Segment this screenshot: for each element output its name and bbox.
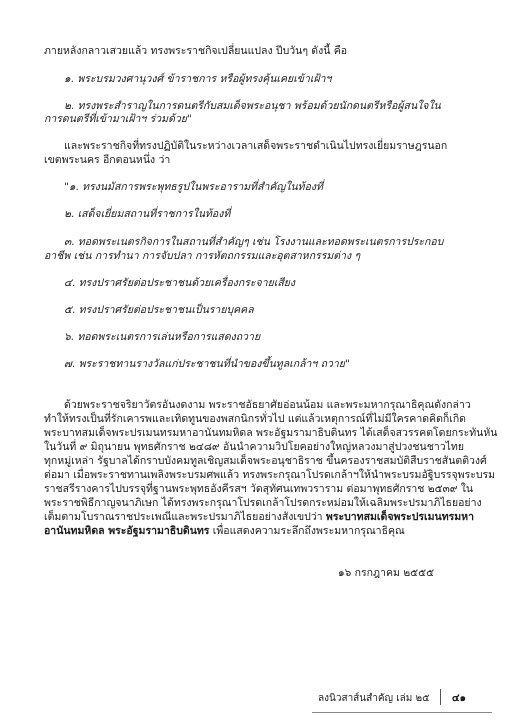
para3-line-10-tail: เพื่อแสดงความระลึกถึงพระมหากรุณาธิคุณ	[209, 525, 405, 537]
intro-line: ภายหลังกลาวเสวยแล้ว ทรงพระราชกิจเปลี่ยนแปลง ปีบวันๆ ดังนี้ คือ	[44, 45, 348, 57]
para3-line-9	[44, 511, 474, 524]
list-b-item-4: ๔. ทรงปราศรัยต่อประชาชนด้วยเครื่องกระจายเสียง	[64, 277, 296, 289]
para3-line-2: ทำให้ทรงเป็นที่รักเคารพและเทิดทูนของพสกนิกรทั่วไป แต่แล้วเหตุการณ์ที่ไม่มีใครคาดคิดก็เกิด	[44, 413, 467, 425]
para3-line-10	[44, 525, 405, 538]
page-number: ๔๑	[452, 693, 466, 704]
list-a-item-1: ๑. พระบรมวงศานุวงศ์ ข้าราชการ หรือผู้ทรงคุ้นเคยเข้าเฝ้าฯ	[64, 73, 332, 85]
para3-line-8: พระราชพิธีกาญจนาภิเษก ได้ทรงพระกรุณาโปรดเกล้าโปรดกระหม่อมให้เฉลิมพระปรมาภิไธยอย่าง	[44, 497, 482, 509]
footer-publication: ลงนิวสาส์นสำคัญ เล่ม ๒๕	[318, 693, 430, 704]
list-b-item-6: ๖. ทอดพระเนตรการเล่นหรือการแสดงถวาย	[64, 331, 261, 343]
para2-line-2: เขตพระนคร อีกตอนหนึ่ง ว่า	[44, 154, 171, 166]
list-b-item-2: ๒. เสด็จเยี่ยมสถานที่ราชการในท้องที่	[64, 208, 231, 220]
footer-separator	[440, 689, 441, 705]
king-name-part-2: อานันทมหิดล พระอัฐมรามาธิบดินทร	[44, 525, 210, 537]
list-a-item-2-cont: การดนตรีที่เข้ามาเฝ้าฯ ร่วมด้วย"	[44, 113, 192, 125]
list-b-item-3: ๓. ทอดพระเนตรกิจการในสถานที่สำคัญๆ เช่น โรงงานและทอดพระเนตรการประกอบ	[64, 236, 444, 248]
para3-line-9-text: เต็มตามโบราณราชประเพณีและพระปรมาภิไธยอย่างสังเขปว่า	[44, 511, 323, 523]
para3-line-4: ในวันที่ ๙ มิถุนายน พุทธศักราช ๒๔๘๙ อันนำความวิปโยคอย่างใหญ่หลวงมาสู่ปวงชนชาวไทย	[44, 441, 464, 453]
para3-line-5: ทุกหมู่เหล่า รัฐบาลได้กราบบังคมทูลเชิญสมเด็จพระอนุชาธิราช ขึ้นครองราชสมบัติสืบราชสันตติวงศ์	[44, 455, 487, 467]
para2-line-1: และพระราชกิจที่ทรงปฏิบัติในระหว่างเวลาเสด็จพระราชดำเนินไปทรงเยี่ยมราษฎรนอก	[64, 140, 448, 152]
document-date: ๑๖ กรกฎาคม ๒๕๕๕	[338, 567, 435, 579]
list-b-item-5: ๕. ทรงปราศรัยต่อประชาชนเป็นรายบุคคล	[64, 304, 254, 316]
footer-rule	[312, 712, 492, 713]
para3-line-7: ราชสรีรางคารไปบรรจุที่ฐานพระพุทธอังคีรสฯ วัดสุทัศนเทพวราราม ต่อมาพุทธศักราช ๒๕๓๙ ใน	[44, 483, 474, 495]
king-name-part-1: พระบาทสมเด็จพระปรเมนทรมหา	[325, 511, 474, 523]
para3-line-6: ต่อมา เมื่อพระราชทานเพลิงพระบรมศพแล้ว ทรงพระกรุณาโปรดเกล้าฯให้นำพระบรมอัฐิบรรจุพระบรม	[44, 469, 496, 481]
list-b-item-1: "๑. ทรงนมัสการพระพุทธรูปในพระอารามที่สำคัญในท้องที่	[64, 181, 323, 193]
list-b-item-3-cont: อาชีพ เช่น การทำนา การจับปลา การหัตถกรรมและอุตสาหกรรมต่าง ๆ	[44, 250, 361, 262]
list-a-item-2: ๒. ทรงพระสำราญในการดนตรีกับสมเด็จพระอนุชา พร้อมด้วยนักดนตรีหรือผู้สนใจใน	[64, 100, 441, 112]
para3-line-1: ด้วยพระราชจริยาวัตรอันงดงาม พระราชอัธยาศัยอ่อนน้อม และพระมหากรุณาธิคุณดังกล่าว	[64, 399, 471, 411]
para3-line-3: พระบาทสมเด็จพระปรเมนทรมหาอานันทมหิดล พระอัฐมรามาธิบดินทร ได้เสด็จสวรรคตโดยกระทันหัน	[44, 427, 498, 439]
list-b-item-7: ๗. พระราชทานรางวัลแก่ประชาชนที่นำของขึ้นทูลเกล้าฯ ถวาย"	[64, 358, 350, 370]
